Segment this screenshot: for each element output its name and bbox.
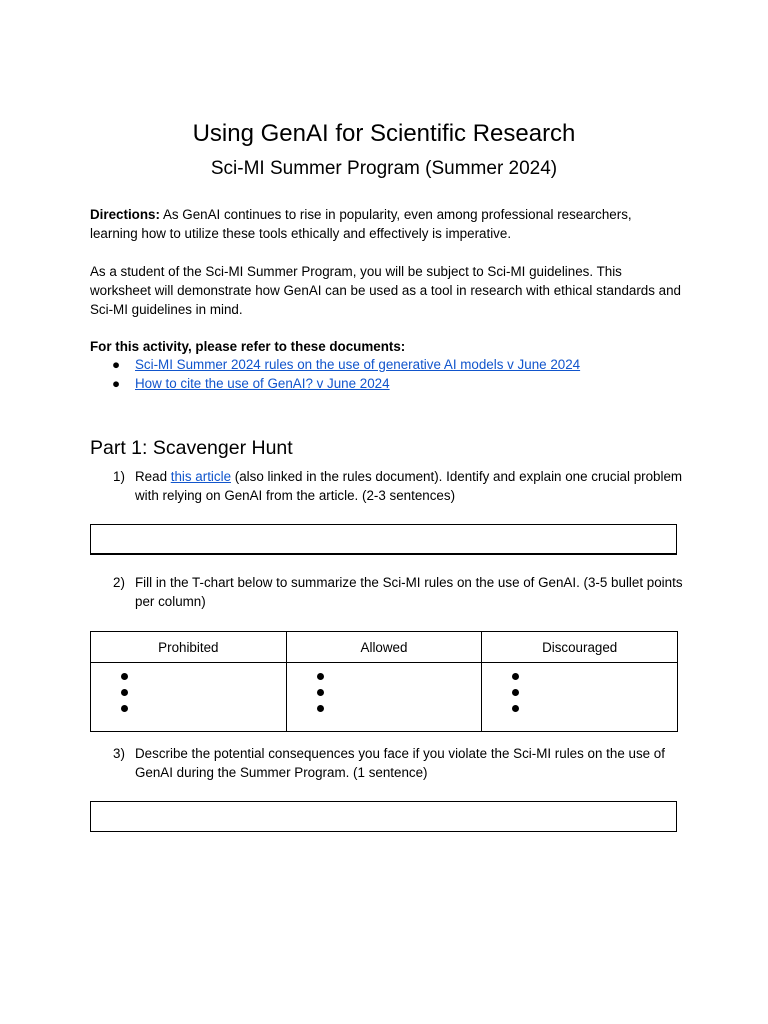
empty-bullet	[309, 701, 482, 717]
directions-label: Directions:	[90, 207, 160, 222]
question-number: 3)	[113, 746, 125, 761]
part1-heading: Part 1: Scavenger Hunt	[90, 437, 293, 459]
rules-document-link[interactable]: Sci-MI Summer 2024 rules on the use of generative AI models v June 2024	[135, 357, 581, 372]
page-title: Using GenAI for Scientific Research	[192, 120, 576, 147]
bullet-list	[91, 669, 286, 717]
allowed-cell[interactable]	[286, 663, 482, 732]
question-3-text: Describe the potential consequences you face if you violate the Sci-MI rules on the use of GenAI during the Summer Program. (1 sentence)	[135, 746, 665, 780]
bullet-icon: ●	[112, 357, 121, 372]
intro-paragraph: As a student of the Sci-MI Summer Program, you will be subject to Sci-MI guidelines. This worksheet will demonstrate how GenAI can be used as a tool in research with ethical standards and Sci-MI guidelines in mind.	[90, 264, 681, 317]
empty-bullet	[113, 701, 286, 717]
column-header-discouraged: Discouraged	[482, 632, 678, 663]
empty-bullet	[309, 685, 482, 701]
t-chart-table	[90, 631, 678, 732]
column-header-prohibited: Prohibited	[91, 632, 287, 663]
question-2	[113, 573, 683, 611]
answer-box-3[interactable]	[90, 801, 677, 832]
documents-heading: For this activity, please refer to these documents:	[90, 339, 406, 354]
column-header-allowed: Allowed	[286, 632, 482, 663]
empty-bullet	[504, 701, 677, 717]
citation-document-link[interactable]: How to cite the use of GenAI? v June 2024	[135, 376, 390, 391]
article-link[interactable]: this article	[170, 469, 232, 484]
discouraged-cell[interactable]	[482, 663, 678, 732]
bullet-list	[482, 669, 677, 717]
question-1	[113, 467, 683, 505]
page-subtitle: Sci-MI Summer Program (Summer 2024)	[210, 158, 558, 179]
empty-bullet	[504, 685, 677, 701]
question-1-pre: Read	[135, 469, 171, 484]
directions-paragraph	[90, 205, 682, 243]
bullet-list	[287, 669, 482, 717]
empty-bullet	[309, 669, 482, 685]
question-1-text	[113, 467, 683, 505]
empty-bullet	[113, 669, 286, 685]
empty-bullet	[504, 669, 677, 685]
documents-list	[112, 355, 682, 393]
bullet-icon: ●	[112, 376, 121, 391]
question-3	[113, 744, 683, 782]
question-1-post: (also linked in the rules document). Identify and explain one crucial problem with relying on GenAI from the article. (2-3 sentences)	[135, 469, 683, 503]
answer-box-1[interactable]	[90, 524, 677, 555]
list-item	[112, 355, 682, 374]
question-2-text: Fill in the T-chart below to summarize the Sci-MI rules on the use of GenAI. (3-5 bullet points per column)	[135, 575, 683, 609]
directions-text: As GenAI continues to rise in popularity, even among professional researchers, learning how to utilize these tools ethically and effectively is imperative.	[90, 207, 632, 241]
prohibited-cell[interactable]	[91, 663, 287, 732]
question-number: 2)	[113, 575, 125, 590]
question-number: 1)	[113, 469, 125, 484]
list-item	[112, 374, 682, 393]
empty-bullet	[113, 685, 286, 701]
